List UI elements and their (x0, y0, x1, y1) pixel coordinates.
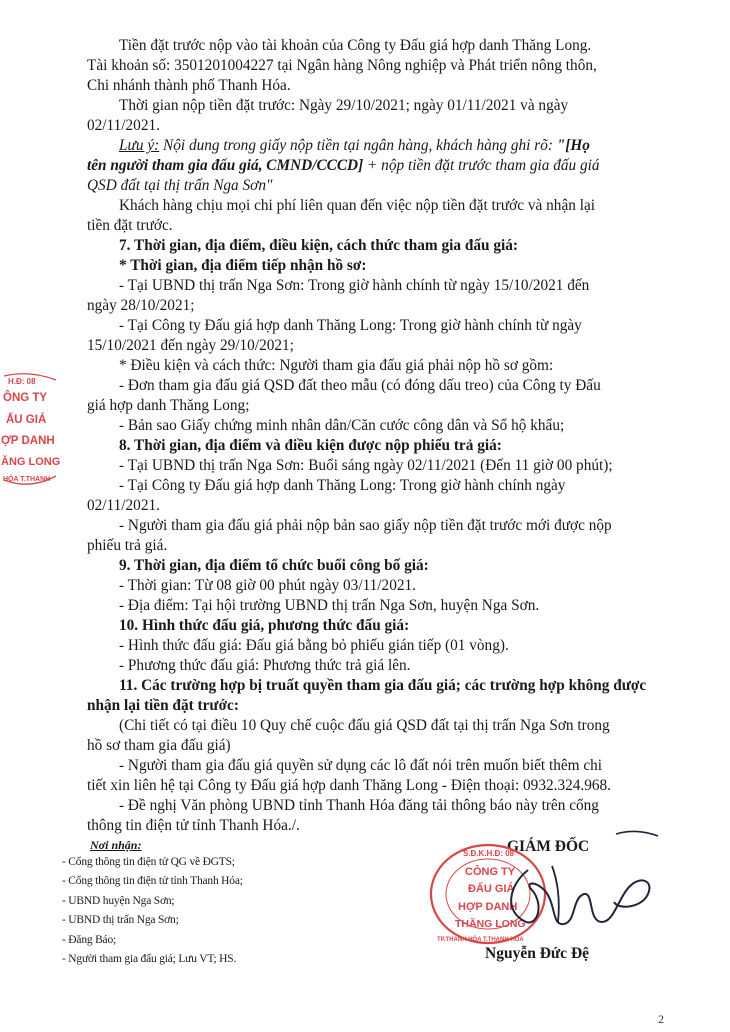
recipients-title: Nơi nhận: (90, 838, 142, 852)
s7-d-line1: - Đơn tham gia đấu giá QSD đất theo mẫu (có đóng dấu treo) của Công ty Đấu (119, 377, 601, 394)
edge-seal-text-5: HÓA T.THANH (3, 476, 51, 483)
s7-c: * Điều kiện và cách thức: Người tham gia đấu giá phải nộp hồ sơ gồm: (119, 357, 554, 374)
edge-seal-text-1: ÔNG TY (3, 392, 48, 404)
section7-subheading: * Thời gian, địa điểm tiếp nhận hồ sơ: (119, 257, 367, 274)
s8-c-line1: - Người tham gia đấu giá phải nộp bản sao giấy nộp tiền đặt trước mới được nộp (119, 517, 612, 534)
note-line3: QSD đất tại thị trấn Nga Sơn" (87, 177, 273, 194)
s8-c-line2: phiếu trả giá. (87, 537, 168, 554)
s11-a-line1: (Chi tiết có tại điều 10 Quy chế cuộc đấu giá QSD đất tại thị trấn Nga Sơn trong (119, 717, 610, 734)
s11-c-line2: thông tin điện tử tỉnh Thanh Hóa./. (87, 817, 300, 834)
seal-top-ring: S.Đ.K.H.Đ: 08 (463, 849, 515, 858)
seal-line1: CÔNG TY (465, 866, 516, 878)
signer-name: Nguyễn Đức Đệ (485, 945, 590, 962)
p2-line2: 02/11/2021. (87, 117, 160, 134)
seal-line2: ĐẤU GIÁ (468, 883, 515, 895)
note-line2 (87, 156, 600, 176)
recipient-item: - Đăng Báo; (62, 934, 117, 946)
note-line2-text: + nộp tiền đặt trước tham gia đấu giá (363, 157, 600, 174)
note-line1 (119, 136, 590, 156)
s8-b-line2: 02/11/2021. (87, 497, 160, 514)
seal-line3: HỢP DANH (458, 901, 518, 913)
s7-b-line1: - Tại Công ty Đấu giá hợp danh Thăng Long: Trong giờ hành chính từ ngày (119, 317, 582, 334)
s7-a-line1: - Tại UBND thị trấn Nga Sơn: Trong giờ hành chính từ ngày 15/10/2021 đến (119, 277, 590, 294)
s10-a: - Hình thức đấu giá: Đấu giá bằng bỏ phiếu gián tiếp (01 vòng). (119, 637, 509, 654)
s11-c-line1: - Đề nghị Văn phòng UBND tỉnh Thanh Hóa đăng tải thông báo này trên cổng (119, 797, 599, 814)
page-number: 2 (658, 1012, 664, 1026)
p2-line1: Thời gian nộp tiền đặt trước: Ngày 29/10/2021; ngày 01/11/2021 và ngày (119, 97, 569, 114)
p4-line1: Khách hàng chịu mọi chi phí liên quan đến việc nộp tiền đặt trước và nhận lại (119, 197, 595, 214)
recipient-item: - Cổng thông tin điện tử tỉnh Thanh Hóa; (62, 875, 243, 887)
section10-heading: 10. Hình thức đấu giá, phương thức đấu giá: (119, 617, 410, 634)
recipient-item: - Cổng thông tin điện tử QG về ĐGTS; (62, 856, 235, 868)
recipient-item: - UBND thị trấn Nga Sơn; (62, 914, 179, 926)
s8-a: - Tại UBND thị trấn Nga Sơn: Buổi sáng ngày 02/11/2021 (Đến 11 giờ 00 phút); (119, 457, 613, 474)
s11-b-line2: tiết xin liên hệ tại Công ty Đấu giá hợp danh Thăng Long - Điện thoại: 0932.324.968. (87, 777, 611, 794)
s7-a-line2: ngày 28/10/2021; (87, 297, 195, 314)
seal-line4: THĂNG LONG (455, 918, 526, 930)
s11-a-line2: hồ sơ tham gia đấu giá) (87, 737, 231, 754)
seal-bottom-ring: TP.THANH HÓA T.THANH HÓA (437, 937, 524, 943)
s9-a: - Thời gian: Từ 08 giờ 00 phút ngày 03/11/2021. (119, 577, 416, 594)
edge-seal-text-3: ỢP DANH (1, 435, 55, 447)
note-label: Lưu ý: (119, 137, 160, 154)
s11-b-line1: - Người tham gia đấu giá quyền sử dụng các lô đất nói trên muốn biết thêm chi (119, 757, 603, 774)
recipient-item: - UBND huyện Nga Sơn; (62, 895, 175, 907)
s8-b-line1: - Tại Công ty Đấu giá hợp danh Thăng Long: Trong giờ hành chính ngày (119, 477, 566, 494)
s10-b: - Phương thức đấu giá: Phương thức trả giá lên. (119, 657, 411, 674)
section11-heading-line2: nhận lại tiền đặt trước: (87, 697, 239, 714)
section8-heading: 8. Thời gian, địa điểm và điều kiện được nộp phiếu trả giá: (119, 437, 502, 454)
p1-line3: Chi nhánh thành phố Thanh Hóa. (87, 77, 291, 94)
s7-e: - Bản sao Giấy chứng minh nhân dân/Căn cước công dân và Sổ hộ khẩu; (119, 417, 565, 434)
s9-b: - Địa điểm: Tại hội trường UBND thị trấn Nga Sơn, huyện Nga Sơn. (119, 597, 540, 614)
note-line1-text: Nội dung trong giấy nộp tiền tại ngân hàng, khách hàng ghi rõ: (159, 137, 557, 154)
recipient-item: - Người tham gia đấu giá; Lưu VT; HS. (62, 953, 237, 965)
edge-seal (0, 368, 60, 490)
p1-line1: Tiền đặt trước nộp vào tài khoản của Công ty Đấu giá hợp danh Thăng Long. (119, 37, 592, 54)
note-line1-bold: "[Họ (556, 137, 590, 154)
edge-seal-text-4: ĂNG LONG (1, 456, 60, 468)
s7-b-line2: 15/10/2021 đến ngày 29/10/2021; (87, 337, 294, 354)
signature-scribble (468, 826, 668, 946)
edge-seal-text-2: ẤU GIÁ (6, 414, 47, 426)
section9-heading: 9. Thời gian, địa điểm tổ chức buổi công bố giá: (119, 557, 429, 574)
note-line2-bold: tên người tham gia đấu giá, CMND/CCCD] (87, 157, 364, 174)
section11-heading-line1: 11. Các trường hợp bị truất quyền tham gia đấu giá; các trường hợp không được (119, 677, 647, 694)
edge-seal-text-0: H.Đ: 08 (8, 377, 36, 386)
p4-line2: tiền đặt trước. (87, 217, 173, 234)
signature-title: GIÁM ĐỐC (507, 838, 590, 855)
s7-d-line2: giá hợp danh Thăng Long; (87, 397, 250, 414)
section7-heading: 7. Thời gian, địa điểm, điều kiện, cách thức tham gia đấu giá: (119, 237, 518, 254)
p1-line2: Tài khoản số: 3501201004227 tại Ngân hàng Nông nghiệp và Phát triển nông thôn, (87, 57, 597, 74)
